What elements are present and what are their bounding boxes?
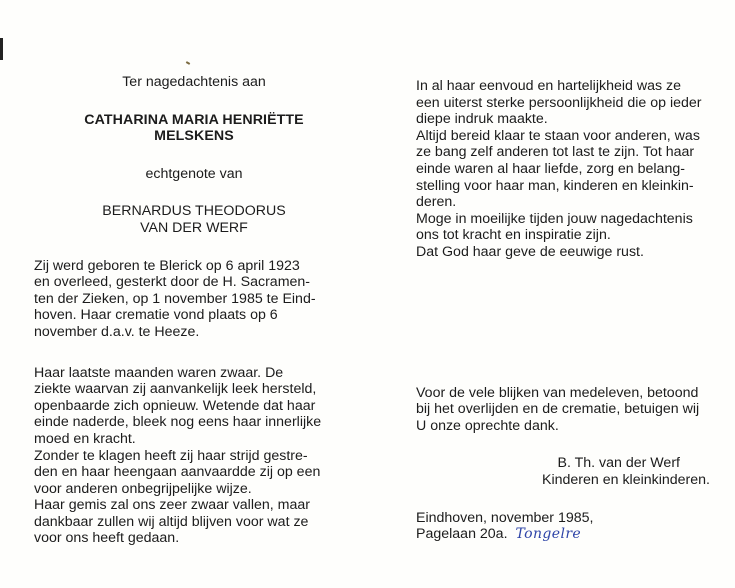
tribute-line: Altijd bereid klaar te staan voor anderen, was	[416, 127, 700, 144]
tribute-line: ons tot kracht en inspiratie zijn.	[416, 227, 611, 244]
bio-line: Zij werd geboren te Blerick op 6 april 1923	[34, 257, 300, 274]
left-column	[34, 74, 354, 547]
memory-line: dankbaar zullen wij altijd blijven voor wat ze	[34, 513, 309, 530]
deceased-name-line2: MELSKENS	[154, 128, 234, 145]
tribute-line: Dat God haar geve de eeuwige rust.	[416, 243, 644, 260]
ink-speck	[186, 61, 190, 65]
tribute-paragraph	[416, 78, 710, 261]
memory-paragraph	[34, 365, 354, 548]
memory-line: voor ons heeft gedaan.	[34, 530, 180, 547]
memory-line: openbaarde zich opnieuw. Wetende dat haar	[34, 397, 316, 414]
bio-line: november d.a.v. te Heeze.	[34, 323, 200, 340]
thanks-line: U onze oprechte dank.	[416, 417, 559, 434]
tribute-line: In al haar eenvoud en hartelijkheid was ze	[416, 78, 682, 94]
signature-family: Kinderen en kleinkinderen.	[542, 471, 710, 488]
tribute-line: stelling voor haar man, kinderen en kleinkin-	[416, 177, 694, 194]
spouse-name-line2: VAN DER WERF	[140, 219, 248, 236]
handwritten-note: Tongelre	[515, 526, 582, 543]
bio-line: en overleed, gesterkt door de H. Sacramen-	[34, 274, 311, 291]
bio-line: hoven. Haar crematie vond plaats op 6	[34, 307, 278, 324]
tribute-line: einde waren al haar liefde, zorg en belang-	[416, 160, 685, 177]
memory-line: den en haar heengaan aanvaardde zij op een	[34, 464, 321, 481]
signature-name: B. Th. van der Werf	[557, 455, 680, 472]
place-date: Eindhoven, november 1985,	[416, 509, 594, 526]
tribute-line: deren.	[416, 194, 457, 211]
tribute-line: een uiterst sterke persoonlijkheid die op ieder	[416, 94, 702, 111]
edge-mark	[0, 38, 3, 60]
thanks-line: bij het overlijden en de crematie, betuigen wij	[416, 401, 700, 418]
memory-line: ziekte waarvan zij aanvankelijk leek hersteld,	[34, 381, 317, 398]
intro-text: Ter nagedachtenis aan	[122, 74, 266, 90]
memory-line: Haar laatste maanden waren zwaar. De	[34, 364, 284, 381]
spouse-name-line1: BERNARDUS THEODORUS	[102, 203, 286, 220]
address-line	[416, 526, 710, 543]
bio-line: ten der Zieken, op 1 november 1985 te Eind-	[34, 290, 316, 307]
address: Pagelaan 20a.	[416, 526, 508, 543]
memory-line: Haar gemis zal ons zeer zwaar vallen, maar	[34, 497, 310, 514]
tribute-line: Moge in moeilijke tijden jouw nagedachtenis	[416, 210, 693, 227]
memory-line: einde naderde, bleek nog eens haar innerlijke	[34, 414, 322, 431]
deceased-name-line1: CATHARINA MARIA HENRIËTTE	[84, 111, 304, 128]
memory-line: moed en kracht.	[34, 430, 136, 447]
right-column	[416, 78, 710, 543]
thanks-line: Voor de vele blijken van medeleven, betoond	[416, 384, 699, 401]
thanks-paragraph	[416, 385, 710, 435]
spouse-intro: echtgenote van	[145, 165, 243, 182]
tribute-line: diepe indruk maakte.	[416, 111, 548, 128]
memory-line: Zonder te klagen heeft zij haar strijd gestre-	[34, 447, 308, 464]
tribute-line: ze bang zelf anderen tot last te zijn. Tot haar	[416, 144, 695, 161]
memory-line: voor anderen onbegrijpelijke wijze.	[34, 480, 252, 497]
biography-paragraph	[34, 258, 354, 341]
